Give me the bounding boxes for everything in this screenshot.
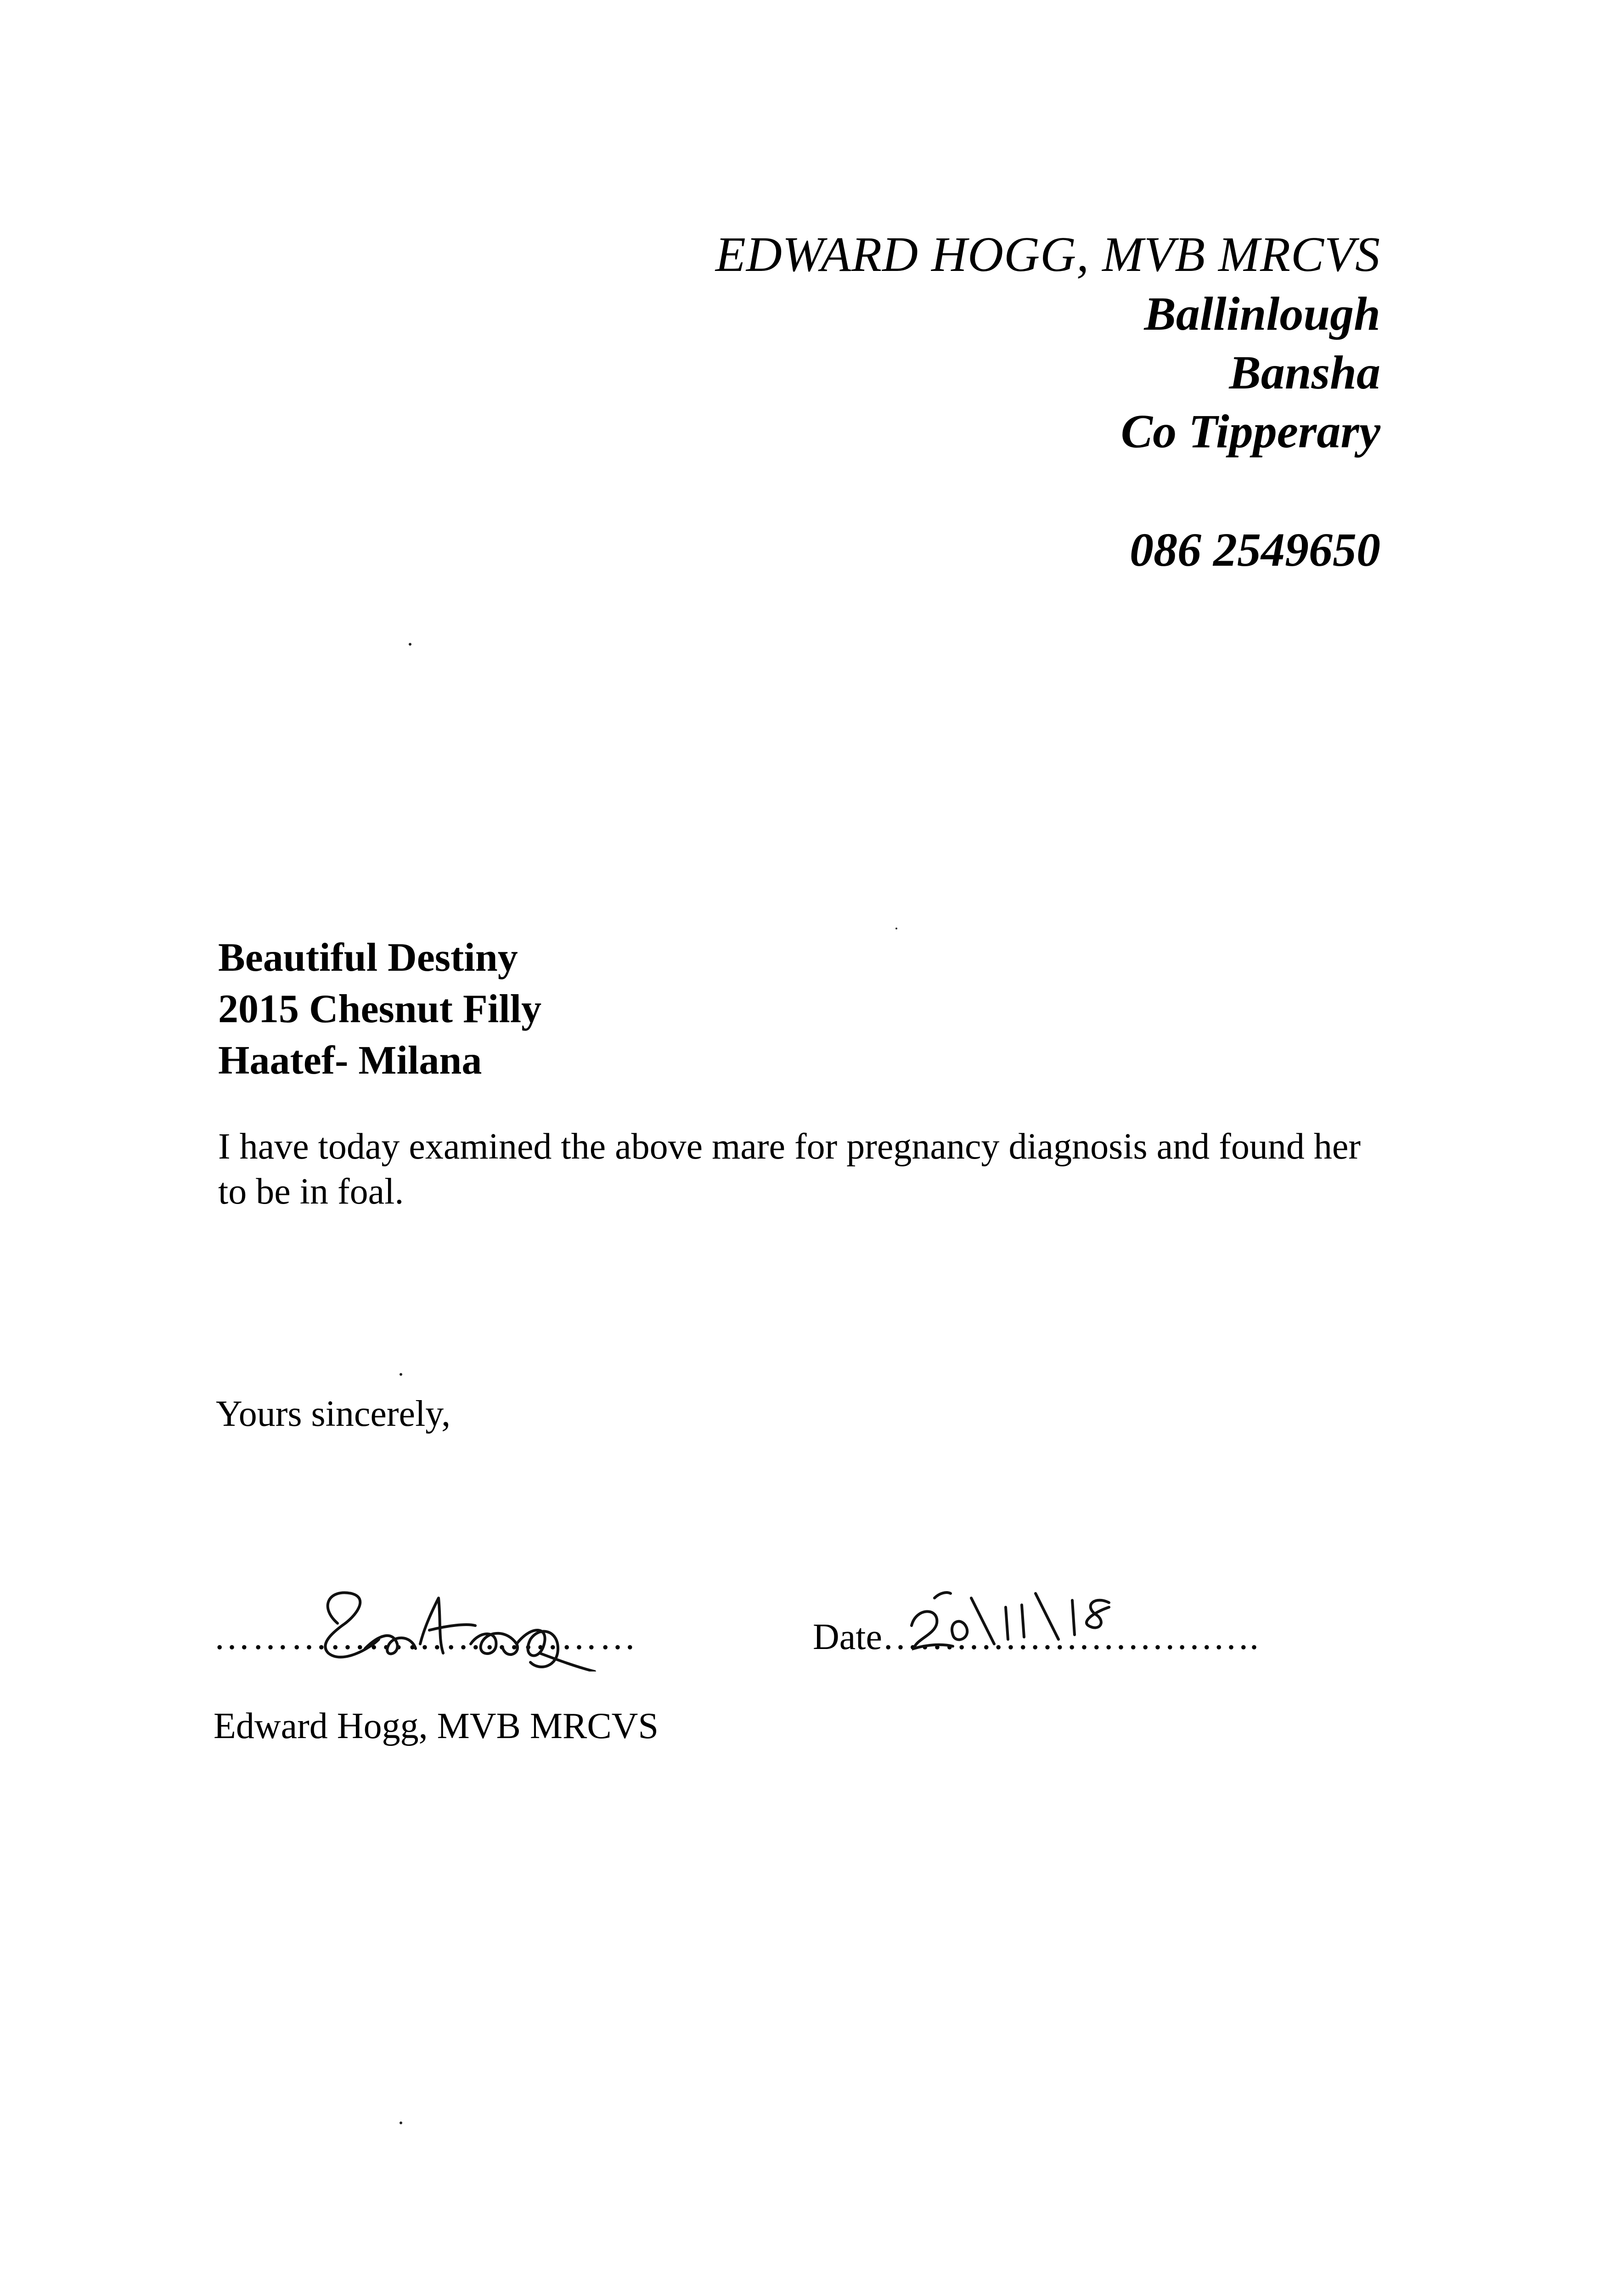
address-line-3: Co Tipperary bbox=[1120, 405, 1380, 458]
scan-speck bbox=[895, 928, 897, 929]
signature-dotted-line: …………………………… bbox=[214, 1617, 638, 1657]
subject-line-horse-name: Beautiful Destiny bbox=[218, 935, 518, 980]
handwritten-signature bbox=[301, 1580, 622, 1671]
address-line-2: Bansha bbox=[1229, 346, 1380, 399]
subject-block bbox=[218, 932, 541, 1086]
closing-salutation: Yours sincerely, bbox=[216, 1394, 451, 1434]
date-label: Date bbox=[813, 1617, 883, 1657]
scan-speck bbox=[400, 1373, 402, 1376]
signer-name: Edward Hogg, MVB MRCVS bbox=[214, 1706, 659, 1746]
scan-speck bbox=[400, 2122, 402, 2124]
letterhead-name: EDWARD HOGG, MVB MRCVS bbox=[715, 227, 1380, 282]
scan-speck bbox=[409, 643, 411, 646]
body-paragraph: I have today examined the above mare for pregnancy diagnosis and found her to be in foal. bbox=[218, 1126, 1361, 1212]
subject-line-description: 2015 Chesnut Filly bbox=[218, 987, 542, 1031]
subject-line-breeding: Haatef- Milana bbox=[218, 1038, 482, 1083]
date-dotted-line: …………………………. bbox=[882, 1617, 1259, 1657]
letterhead-phone: 086 2549650 bbox=[1130, 523, 1380, 576]
address-line-1: Ballinlough bbox=[1144, 287, 1380, 340]
signature-row bbox=[214, 1580, 1499, 1681]
handwritten-date bbox=[902, 1580, 1160, 1658]
letterhead bbox=[715, 225, 1380, 580]
